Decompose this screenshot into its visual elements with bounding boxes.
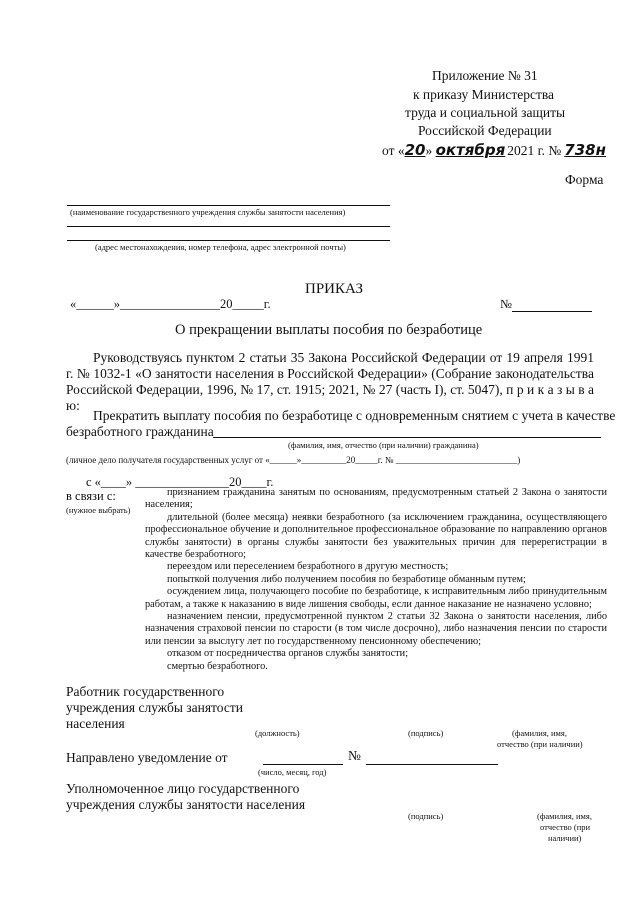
authorized-label-line1: Уполномоченное лицо государственного: [66, 781, 300, 796]
appendix-number: Приложение № 31: [432, 68, 538, 83]
notice-date-caption: (число, месяц, год): [258, 767, 327, 777]
order-basis-paragraph: Руководствуясь пунктом 2 статьи 35 Закона Российской Федерации от 19 апреля 1991 г. № 1032-1 «О занятости населения в Российской Федерации» (Собрание законодательства Российской Федерации, 1996, № 17, ст. 1915; 2021, № 27 (часть I), ст. 5047), п р и к а з ы в а ю:: [66, 350, 594, 413]
order-subject: О прекращении выплаты пособия по безработице: [175, 322, 483, 338]
order-number-line: [512, 311, 592, 312]
reason-label: в связи с:: [66, 489, 116, 503]
reasons-list: [145, 487, 607, 673]
institution-address-caption: (адрес местонахождения, номер телефона, адрес электронной почты): [95, 242, 346, 252]
reason-item-conviction: осуждением лица, получающего пособие по безработице, к исправительным либо принудительным работам, а также к наказанию в виде лишения свободы, если данное наказание не назначено условно;: [145, 586, 607, 610]
appendix-order-ref: к приказу Министерства: [413, 87, 555, 102]
stop-payment-line2: безработного гражданина: [66, 424, 214, 439]
worker-label-line3: населения: [66, 716, 125, 731]
authorized-label-line2: учреждения службы занятости населения: [66, 797, 306, 812]
reason-item-pension: назначением пенсии, предусмотренной пунктом 2 статьи 32 Закона о занятости населения, либо назначения страховой пенсии по старости (в том числе досрочно), либо назначения пенсии по старости или пенсии за выслугу лет по государственному пенсионному обеспечению;: [145, 611, 607, 647]
authorized-fio-caption-1: (фамилия, имя,: [537, 811, 592, 821]
reason-item-employed: признанием гражданина занятым по основаниям, предусмотренным статьей 2 Закона о занятости населения;: [145, 487, 607, 511]
institution-name-caption: (наименование государственного учреждения службы занятости населения): [70, 207, 346, 217]
date-mid: »: [425, 143, 436, 158]
reason-hint: (нужное выбрать): [66, 505, 131, 515]
notice-number-label: №: [348, 748, 361, 763]
order-title: ПРИКАЗ: [305, 281, 363, 297]
institution-extra-line: [67, 226, 390, 227]
reason-item-fraud: попыткой получения либо получением пособия по безработице обманным путем;: [167, 573, 526, 585]
worker-fio-caption-1: (фамилия, имя,: [512, 728, 567, 738]
appendix-date-line: [382, 141, 606, 159]
notice-number-line: [366, 764, 498, 765]
reason-item-refusal: отказом от посредничества органов службы занятости;: [167, 648, 409, 660]
date-year: 2021 г. №: [507, 143, 562, 158]
worker-position-caption: (должность): [255, 728, 300, 738]
date-prefix: от «: [382, 143, 405, 158]
appendix-ministry: труда и социальной защиты: [405, 105, 566, 120]
reason-item-relocation: переездом или переселением безработного в другую местность;: [167, 561, 449, 573]
institution-name-line: [67, 205, 390, 206]
date-number-handwritten: 738н: [564, 141, 606, 159]
order-date: «______»________________20_____г.: [70, 297, 271, 311]
authorized-signature-caption: (подпись): [408, 811, 444, 821]
stop-payment-line1: Прекратить выплату пособия по безработице с одновременным снятием с учета в качестве: [93, 408, 616, 423]
authorized-fio-caption-3: наличии): [548, 833, 582, 843]
appendix-country: Российской Федерации: [418, 123, 552, 138]
reason-item-absence: длительной (более месяца) неявки безработного (за исключением гражданина, осуществляющего профессиональное обучение и дополнительное профессиональное образование по направлению органов службы занятости) в органы службы занятости без уважительных причин для перерегистрации в качестве безработного;: [145, 511, 607, 561]
citizen-fio-line: [213, 437, 601, 438]
authorized-fio-caption-2: отчество (при: [540, 822, 591, 832]
worker-signature-caption: (подпись): [408, 728, 444, 738]
date-day-handwritten: 20: [404, 141, 426, 159]
worker-label-line1: Работник государственного: [66, 684, 225, 699]
personal-case-line: (личное дело получателя государственных услуг от «______»__________20_____г. № ___________________________): [66, 455, 521, 465]
date-month-handwritten: октября: [435, 141, 506, 159]
institution-address-line: [67, 240, 390, 241]
citizen-fio-caption: (фамилия, имя, отчество (при наличии) гражданина): [288, 440, 479, 450]
since-date-line: с «____» _______________20____г.: [86, 475, 274, 489]
order-number-label: №: [500, 297, 512, 311]
worker-fio-caption-2: отчество (при наличии): [497, 739, 583, 749]
form-label: Форма: [565, 172, 604, 187]
worker-label-line2: учреждения службы занятости: [66, 700, 243, 715]
notice-date-line: [263, 764, 343, 765]
notice-label: Направлено уведомление от: [66, 750, 228, 765]
reason-item-death: смертью безработного.: [167, 660, 268, 672]
